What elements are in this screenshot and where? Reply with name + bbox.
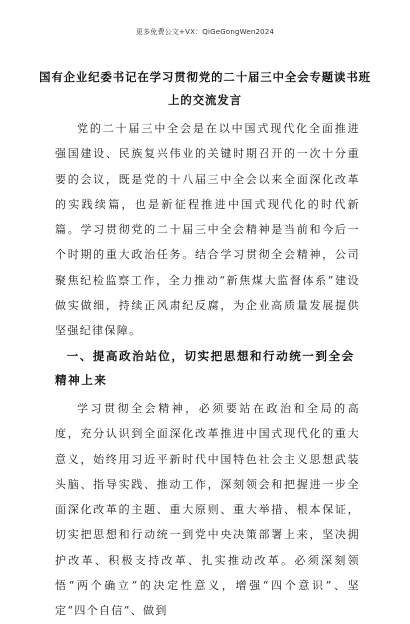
section-paragraph: 学习贯彻全会精神，必须要站在政治和全局的高度，充分认识到全面深化改革推进中国式现代化的重大意义，始终用习近平新时代中国特色社会主义思想武装头脑、指导实践、推动工作，深刻领会和把握进一步全面深化改革的主题、重大原则、重大举措、根本保证，切实把思想和行动统一到党中央决策部署上来，坚决拥护改革、积极支持改革、扎实推动改革。必须深刻领悟“两个确立”的决定性意义，增强“四个意识”、坚定“四个自信”、做到 (55, 402, 360, 618)
document-title: 国有企业纪委书记在学习贯彻党的二十届三中全会专题读书班上的交流发言 (39, 70, 371, 107)
intro-paragraph: 党的二十届三中全会是在以中国式现代化全面推进强国建设、民族复兴伟业的关键时期召开的一次十分重要的会议，既是党的十八届三中全会以来全面深化改革的实践续篇，也是新征程推进中国式现代化的时代新篇。学习贯彻党的二十届三中全会精神是当前和今后一个时期的重大政治任务。结合学习贯彻全会精神，公司聚焦纪检监察工作，全力推动“新焦煤大监督体系”建设做实做细，持续正风肃纪反腐，为企业高质量发展提供坚强纪律保障。 (55, 122, 360, 338)
section-heading: 一、提高政治站位，切实把思想和行动统一到全会精神上来 (55, 349, 355, 387)
header-note: 更多免费公文+VX：QiGeGongWen2024 (135, 28, 275, 36)
